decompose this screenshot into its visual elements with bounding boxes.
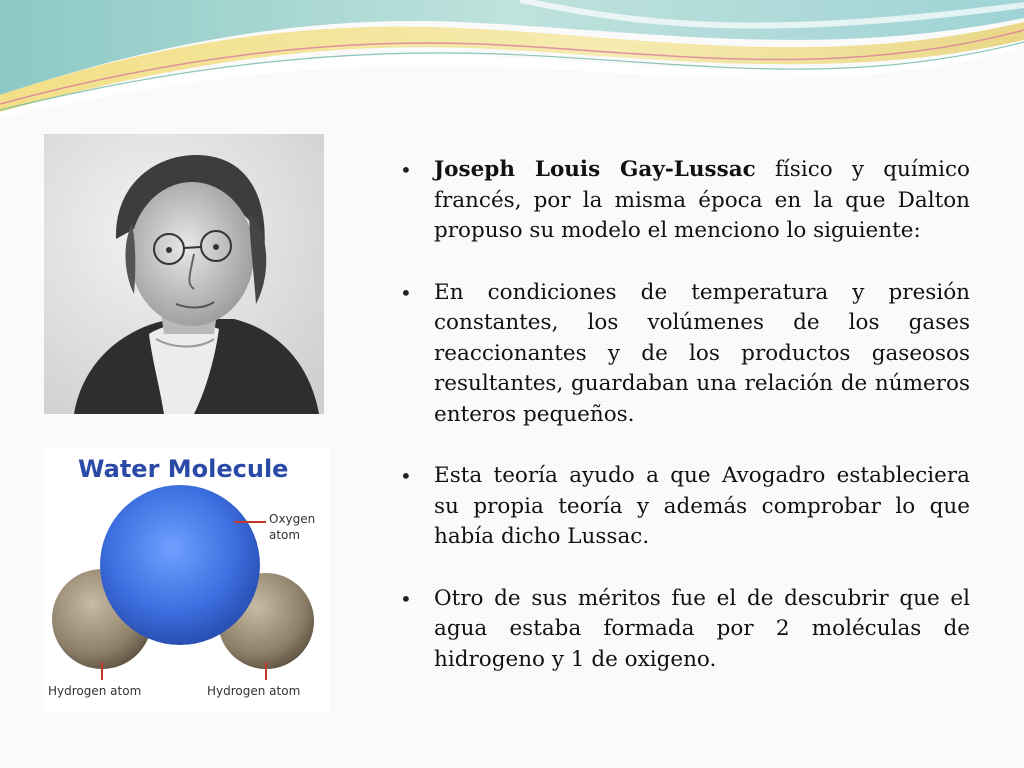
bullet-item: [398, 155, 970, 247]
water-molecule-illustration: [44, 447, 330, 712]
bullet-item: [398, 584, 970, 676]
oxygen-label-line1: Oxygen: [269, 512, 316, 526]
molecule-title: Water Molecule: [78, 455, 289, 483]
bullet-text: Esta teoría ayudo a que Avogadro estableciera su propia teoría y además comprobar lo que había dicho Lussac.: [434, 463, 970, 549]
oxygen-atom: [100, 485, 260, 645]
oxygen-label-line2: atom: [269, 528, 301, 542]
bullet-list: [398, 155, 970, 675]
portrait-image: [44, 134, 324, 414]
gay-lussac-portrait-illustration: [44, 134, 324, 414]
water-molecule-diagram: [44, 447, 330, 712]
bullet-text: físico y químico francés, por la misma época en la que Dalton propuso su modelo el menciono lo siguiente:: [434, 157, 970, 243]
bullet-bold-name: Joseph Louis Gay-Lussac: [434, 157, 756, 182]
hydrogen-label-right: Hydrogen atom: [207, 684, 301, 698]
bullet-item: [398, 461, 970, 553]
wave-header-decoration: [0, 0, 1024, 130]
bullet-text: En condiciones de temperatura y presión constantes, los volúmenes de los gases reaccionantes y de los productos gaseosos resultantes, guardaban una relación de números enteros pequeños.: [434, 279, 970, 427]
bullet-item: [398, 278, 970, 431]
hydrogen-label-left: Hydrogen atom: [48, 684, 142, 698]
bullet-text: Otro de sus méritos fue el de descubrir que el agua estaba formada por 2 moléculas de hidrogeno y 1 de oxigeno.: [434, 585, 970, 672]
